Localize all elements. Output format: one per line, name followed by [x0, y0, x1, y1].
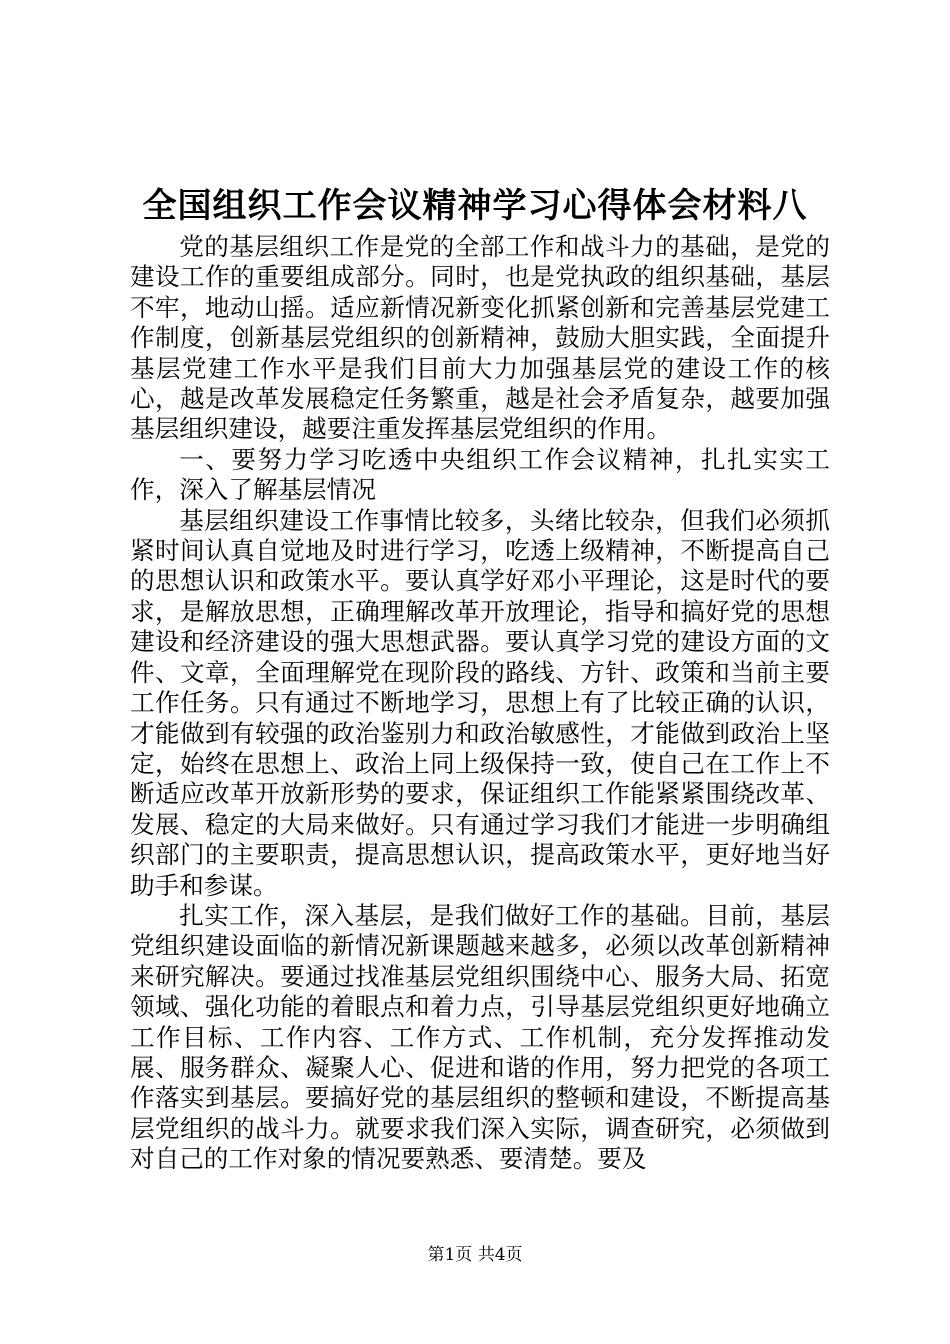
paragraph-study: 基层组织建设工作事情比较多，头绪比较杂，但我们必须抓紧时间认真自觉地及时进行学习，吃透上级精神，不断提高自己的思想认识和政策水平。要认真学好邓小平理论，这是时代的要求，是解放思想，正确理解改革开放理论，指导和搞好党的思想建设和经济建设的强大思想武器。要认真学习党的建设方面的文件、文章，全面理解党在现阶段的路线、方针、政策和当前主要工作任务。只有通过不断地学习，思想上有了比较正确的认识，才能做到有较强的政治鉴别力和政治敏感性，才能做到政治上坚定，始终在思想上、政治上同上级保持一致，使自己在工作上不断适应改革开放新形势的要求，保证组织工作能紧紧围绕改革、发展、稳定的大局来做好。只有通过学习我们才能进一步明确组织部门的主要职责，提高思想认识，提高政策水平，更好地当好助手和参谋。 — [130, 505, 830, 900]
document-title: 全国组织工作会议精神学习心得体会材料八 — [142, 186, 808, 226]
paragraph-grassroots: 扎实工作，深入基层，是我们做好工作的基础。目前，基层党组织建设面临的新情况新课题越来越多，必须以改革创新精神来研究解决。要通过找准基层党组织围绕中心、服务大局、拓宽领域、强化功能的着眼点和着力点，引导基层党组织更好地确立工作目标、工作内容、工作方式、工作机制，充分发挥推动发展、服务群众、凝聚人心、促进和谐的作用，努力把党的各项工作落实到基层。要搞好党的基层组织的整顿和建设，不断提高基层党组织的战斗力。就要求我们深入实际，调查研究，必须做到对自己的工作对象的情况要熟悉、要清楚。要及 — [130, 900, 830, 1174]
document-body — [130, 232, 830, 1175]
paragraph-intro: 党的基层组织工作是党的全部工作和战斗力的基础，是党的建设工作的重要组成部分。同时，也是党执政的组织基础，基层不牢，地动山摇。适应新情况新变化抓紧创新和完善基层党建工作制度，创新基层党组织的创新精神，鼓励大胆实践，全面提升基层党建工作水平是我们目前大力加强基层党的建设工作的核心，越是改革发展稳定任务繁重，越是社会矛盾复杂，越要加强基层组织建设，越要注重发挥基层党组织的作用。 — [130, 232, 830, 444]
section-heading-1: 一、要努力学习吃透中央组织工作会议精神，扎扎实实工作，深入了解基层情况 — [130, 444, 830, 505]
page-footer: 第1页 共4页 — [427, 1245, 523, 1265]
